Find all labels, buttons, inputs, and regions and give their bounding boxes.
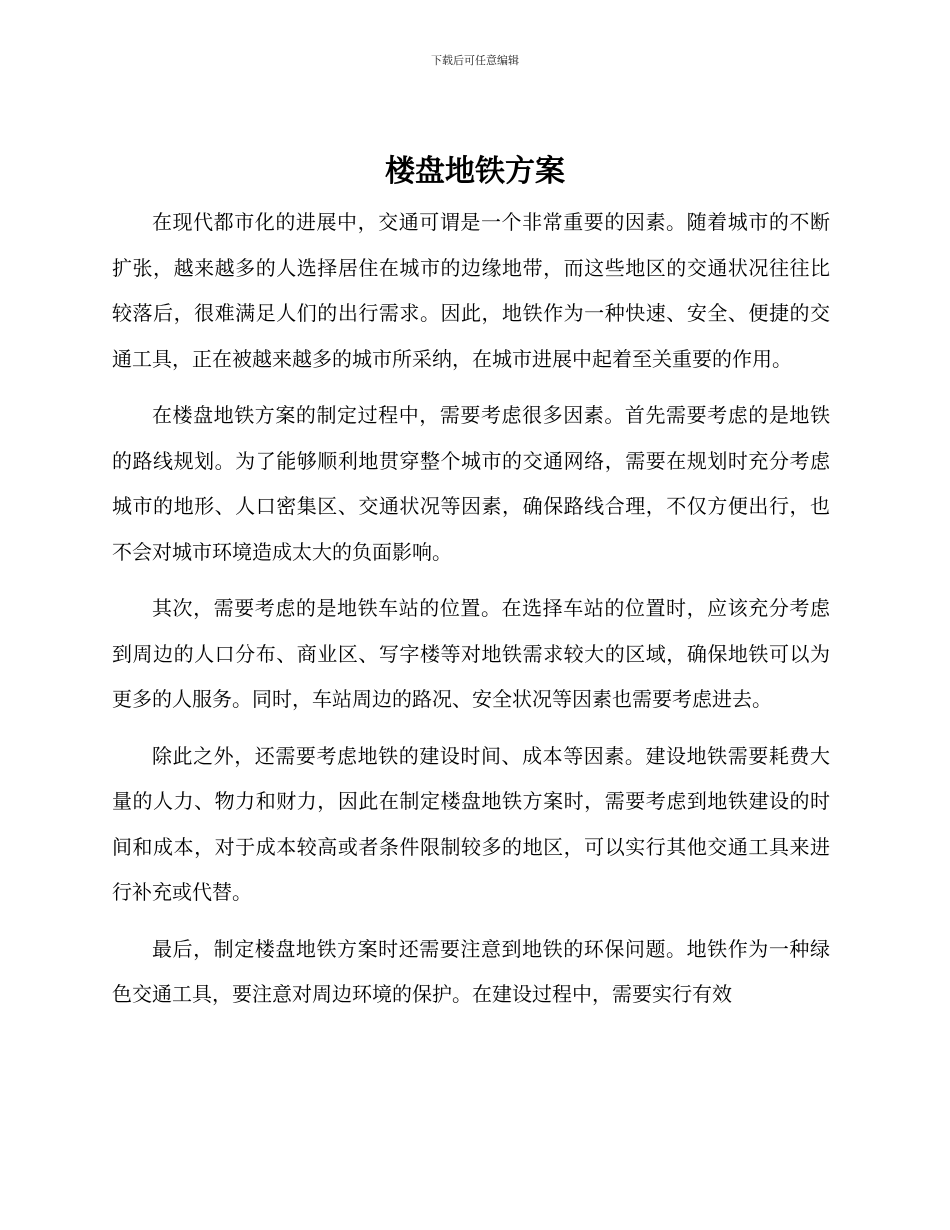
- paragraph-cost-time: 除此之外，还需要考虑地铁的建设时间、成本等因素。建设地铁需要耗费大量的人力、物力和财力，因此在制定楼盘地铁方案时，需要考虑到地铁建设的时间和成本，对于成本较高或者条件限制较多的地区，可以实行其他交通工具来进行补充或代替。: [112, 743, 830, 904]
- document-body: [112, 200, 830, 1029]
- paragraph-station-location: 其次，需要考虑的是地铁车站的位置。在选择车站的位置时，应该充分考虑到周边的人口分布、商业区、写字楼等对地铁需求较大的区域，确保地铁可以为更多的人服务。同时，车站周边的路况、安全状况等因素也需要考虑进去。: [112, 596, 830, 711]
- paragraph-intro: 在现代都市化的进展中，交通可谓是一个非常重要的因素。随着城市的不断扩张，越来越多的人选择居住在城市的边缘地带，而这些地区的交通状况往往比较落后，很难满足人们的出行需求。因此，地铁作为一种快速、安全、便捷的交通工具，正在被越来越多的城市所采纳，在城市进展中起着至关重要的作用。: [112, 210, 830, 371]
- paragraph-environment: 最后，制定楼盘地铁方案时还需要注意到地铁的环保问题。地铁作为一种绿色交通工具，要注意对周边环境的保护。在建设过程中，需要实行有效: [112, 936, 830, 1006]
- document-title: 楼盘地铁方案: [385, 154, 565, 189]
- paragraph-route-planning: 在楼盘地铁方案的制定过程中，需要考虑很多因素。首先需要考虑的是地铁的路线规划。为了能够顺利地贯穿整个城市的交通网络，需要在规划时充分考虑城市的地形、人口密集区、交通状况等因素，确保路线合理，不仅方便出行，也不会对城市环境造成太大的负面影响。: [112, 403, 830, 564]
- page-header-note: 下载后可任意编辑: [431, 54, 519, 67]
